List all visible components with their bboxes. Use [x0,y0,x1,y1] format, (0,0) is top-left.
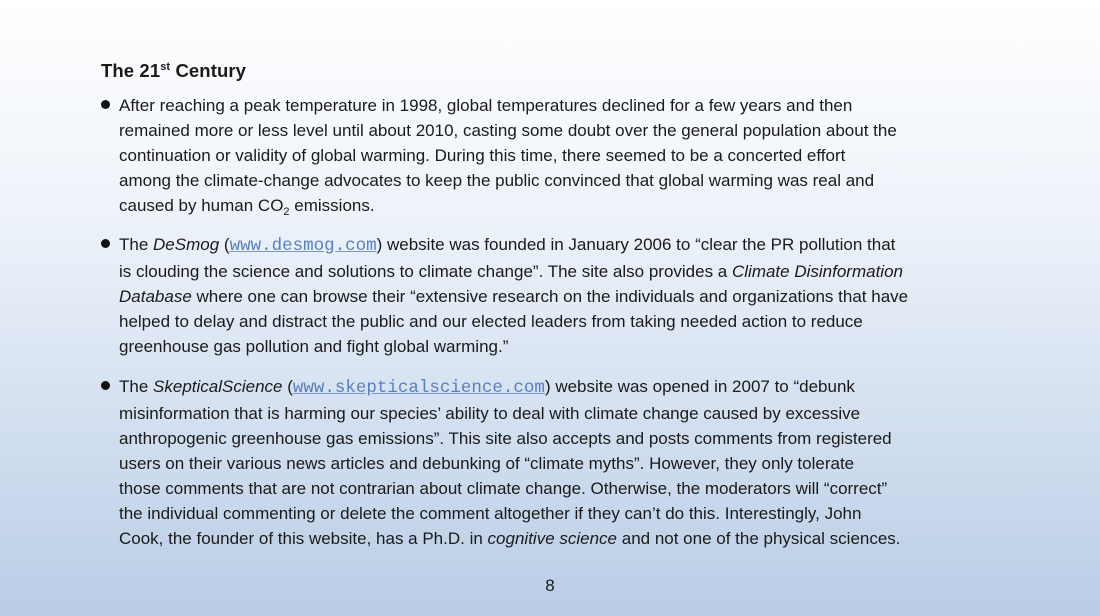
bullet-line: greenhouse gas pollution and fight global warming.” [119,337,509,356]
bullet-line: the individual commenting or delete the comment altogether if they can’t do this. Interestingly, John [119,504,862,523]
line-text: where one can browse their “extensive research on the individuals and organizations that have [191,287,909,306]
bullet-line: helped to delay and distract the public and our elected leaders from taking needed action to reduce [119,312,863,331]
bullet-list [101,93,1021,565]
bullet-line: among the climate-change advocates to keep the public convinced that global warming was real and [119,171,875,190]
skepticalscience-name: SkepticalScience [153,377,283,396]
bullet-line: anthropogenic greenhouse gas emissions”. This site also accepts and posts comments from registered [119,429,892,448]
bullet-line: those comments that are not contrarian about climate change. Otherwise, the moderators will “correct” [119,479,888,498]
bullet-line: After reaching a peak temperature in 1998, global temperatures declined for a few years and then [119,96,853,115]
line-text: and not one of the physical sciences. [617,529,901,548]
line-text: The [119,377,154,396]
bullet-line [119,526,1021,551]
line-text: The [119,235,154,254]
line-text: ) website was founded in January 2006 to “clear the PR pollution that [376,235,896,254]
line-text: ( [219,235,230,254]
line-text: emissions. [289,196,375,215]
title-superscript: st [160,61,171,73]
co2-subscript: 2 [283,206,290,218]
bullet-item-desmog [101,232,1021,359]
page-number: 8 [545,576,555,595]
bullet-line [119,193,1021,218]
line-text: ( [282,377,293,396]
slide-title [101,60,246,82]
bullet-line [119,374,1021,401]
italic-text: cognitive science [487,529,618,548]
desmog-name: DeSmog [153,235,220,254]
bullet-line [119,259,1021,284]
bullet-line: remained more or less level until about 2010, casting some doubt over the general population about the [119,121,897,140]
italic-text: Climate Disinformation [731,262,903,281]
bullet-item-global-temperatures [101,93,1021,218]
bullet-item-skepticalscience [101,374,1021,551]
line-text: Cook, the founder of this website, has a Ph.D. in [119,529,488,548]
bullet-dot-icon [101,100,110,109]
line-text: caused by human CO [119,196,284,215]
bullet-dot-icon [101,239,110,248]
bullet-line: continuation or validity of global warming. During this time, there seemed to be a concerted effort [119,146,846,165]
title-suffix: Century [170,60,247,81]
bullet-line: misinformation that is harming our species’ ability to deal with climate change caused by excessive [119,404,861,423]
bullet-line [119,232,1021,259]
line-text: is clouding the science and solutions to climate change”. The site also provides a [119,262,732,281]
skepticalscience-link[interactable]: www.skepticalscience.com [292,378,545,398]
bullet-dot-icon [101,381,110,390]
bullet-line [119,284,1021,309]
italic-text: Database [119,287,192,306]
desmog-link[interactable]: www.desmog.com [229,236,377,256]
line-text: ) website was opened in 2007 to “debunk [544,377,855,396]
bullet-line: users on their various news articles and debunking of “climate myths”. However, they only tolerate [119,454,855,473]
title-text: The 21 [101,60,161,81]
